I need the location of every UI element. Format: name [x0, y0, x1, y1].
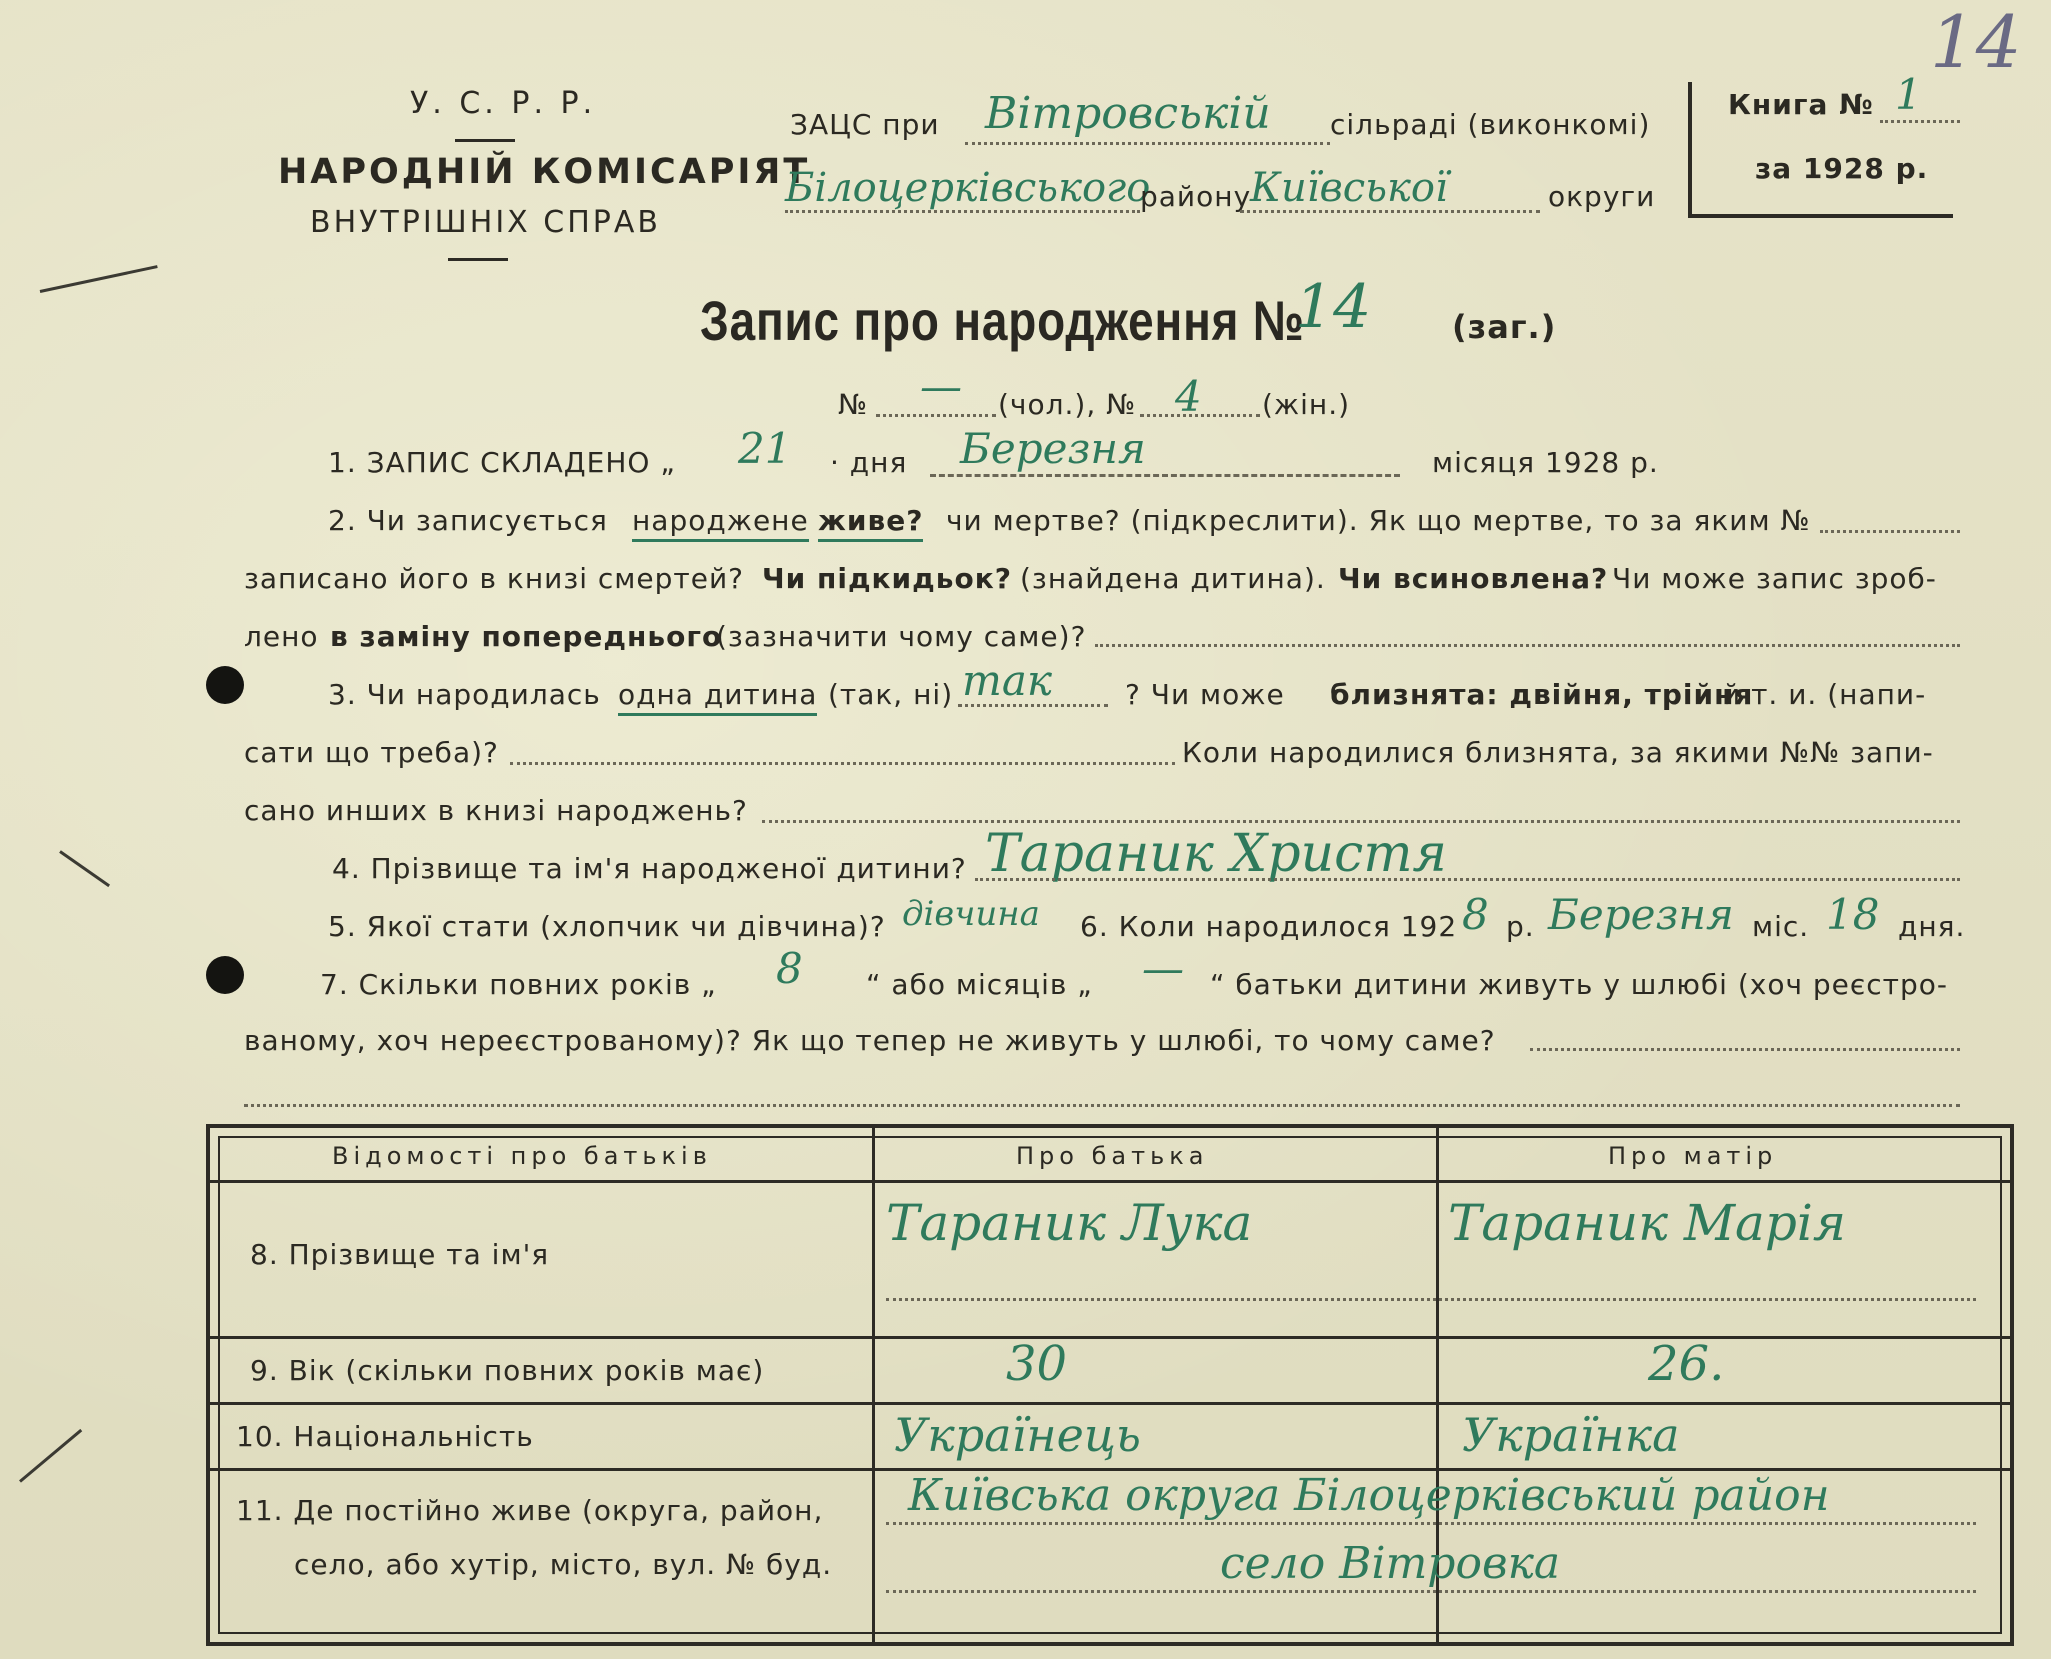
q3-line1-a: 3. Чи народилась [328, 678, 601, 711]
row-residence-label-1: 11. Де постійно живе (округа, район, [236, 1494, 824, 1527]
q3-line1-c: (так, ні) [828, 678, 954, 711]
q2-reason-line [1095, 644, 1960, 647]
q6-day-value: 18 [1826, 890, 1880, 939]
q5-label: 5. Якої стати (хлопчик чи дівчина)? [328, 910, 886, 943]
female-number-value: 4 [1175, 372, 1202, 421]
q5-sex-value: дівчина [902, 894, 1040, 934]
q7-years-value: 8 [776, 944, 803, 993]
residence-line1-value: Київська округа Білоцерківський район [908, 1470, 1830, 1521]
q3-line1-f: й т. и. (напи- [1722, 678, 1927, 711]
residence-line2-value: село Вітровка [1220, 1538, 1561, 1589]
q1-day-value: 21 [738, 424, 792, 473]
tear-mark [40, 265, 158, 293]
q7-months-value: — [1142, 944, 1184, 993]
q3-line2-b: Коли народилися близнята, за якими №№ запи- [1182, 736, 1934, 769]
row-name-label: 8. Прізвище та ім'я [250, 1238, 550, 1271]
q2-line3-a: лено [244, 620, 319, 653]
male-number-line [876, 414, 996, 417]
q2-death-record-line [1820, 530, 1960, 533]
record-title: Запис про народження № [700, 289, 1305, 352]
district-value: Білоцерківського [785, 165, 1151, 211]
book-number-value: 1 [1895, 70, 1922, 119]
book-number-line [1880, 120, 1960, 123]
residence-line2 [886, 1590, 1976, 1593]
district-label: району [1140, 180, 1252, 213]
q6-year-suffix: р. [1506, 910, 1535, 943]
punch-hole-bottom [206, 956, 244, 994]
q3-twins-line [510, 762, 1175, 765]
row-residence-label-2: село, або хутір, місто, вул. № буд. [294, 1548, 833, 1581]
q6-month-value: Березня [1548, 890, 1734, 939]
okruha-label: округи [1548, 180, 1656, 213]
q3-single-child-underlined: одна дитина [618, 678, 817, 716]
commissariat-subtitle: ВНУТРІШНІХ СПРАВ [310, 205, 661, 240]
village-council-line [965, 142, 1330, 145]
okruha-line [1240, 210, 1540, 213]
q3-line1-d: ? Чи може [1125, 678, 1285, 711]
q6-label: 6. Коли народилося 192 [1080, 910, 1458, 943]
table-header-parents: Відомості про батьків [332, 1142, 712, 1170]
q3-other-records-line [762, 820, 1960, 823]
q3-line2-a: сати що треба)? [244, 736, 499, 769]
q7-line1-c: “ батьки дитини живуть у шлюбі (хоч реєстро- [1210, 968, 1948, 1001]
republic-label: У. С. Р. Р. [410, 86, 597, 121]
zacs-suffix: сільраді (виконкомі) [1330, 108, 1651, 141]
q3-twins: близнята: двійня, трійня [1330, 678, 1754, 711]
mother-age-value: 26. [1648, 1336, 1725, 1392]
q3-line3-a: сано инших в книзі народжень? [244, 794, 748, 827]
q2-adopted: Чи всиновлена? [1338, 562, 1609, 595]
q2-alive-underlined: живе? [818, 504, 923, 542]
mother-nationality-value: Українка [1462, 1408, 1680, 1462]
q4-label: 4. Прізвище та ім'я народженої дитини? [332, 852, 967, 885]
book-label: Книга № [1728, 88, 1874, 121]
parents-table [206, 1124, 2014, 1646]
punch-hole-top [206, 666, 244, 704]
q7-line1-a: 7. Скільки повних років „ [320, 968, 717, 1001]
q2-line3-c: (зазначити чому саме)? [716, 620, 1087, 653]
q2-line1-a: 2. Чи записується [328, 504, 608, 537]
father-name-value: Тараник Лука [886, 1194, 1253, 1252]
book-year: за 1928 р. [1755, 152, 1929, 185]
tear-mark [59, 850, 110, 887]
divider [455, 139, 515, 142]
district-line [785, 210, 1140, 213]
q2-line1-d: чи мертве? (підкреслити). Як що мертве, то за яким № [946, 504, 1811, 537]
q2-born-underlined: народжене [632, 504, 809, 542]
name-second-line [886, 1298, 1976, 1301]
q7-line2-a: ваному, хоч нереєстрованому)? Як що тепер не живуть у шлюбі, то чому саме? [244, 1024, 1496, 1057]
table-row-divider [210, 1180, 2010, 1183]
table-row-divider [210, 1402, 2010, 1405]
book-box-left-border [1688, 82, 1692, 214]
q1-month-line [930, 474, 1400, 477]
q1-suffix: місяця 1928 р. [1432, 446, 1659, 479]
q2-line2-c: (знайдена дитина). [1020, 562, 1326, 595]
q1-prefix: 1. ЗАПИС СКЛАДЕНО „ [328, 446, 676, 479]
village-council-value: Вітровській [985, 88, 1271, 139]
q2-replacement: в заміну попереднього [330, 620, 723, 653]
q4-child-name-line [975, 878, 1960, 881]
table-col-divider [872, 1128, 875, 1642]
mother-name-value: Тараник Марія [1448, 1194, 1846, 1252]
q2-line2-e: Чи може запис зроб- [1612, 562, 1937, 595]
divider [448, 258, 508, 261]
okruha-value: Київської [1250, 165, 1448, 211]
q6-year-digit-value: 8 [1462, 890, 1489, 939]
record-number-value: 14 [1295, 272, 1372, 342]
father-age-value: 30 [1006, 1336, 1068, 1392]
q2-foundling: Чи підкидьок? [762, 562, 1012, 595]
male-number-value: — [920, 362, 962, 411]
q1-day-label: · дня [830, 446, 908, 479]
q3-answer-value: так [962, 656, 1052, 705]
female-number-label: (жін.) [1262, 388, 1351, 421]
table-header-mother: Про матір [1608, 1142, 1778, 1170]
tear-mark [19, 1429, 82, 1483]
q3-answer-line [958, 704, 1108, 707]
record-general-suffix: (заг.) [1452, 308, 1557, 346]
zacs-prefix: ЗАЦС при [790, 108, 940, 141]
q7-reason-line [1530, 1048, 1960, 1051]
row-age-label: 9. Вік (скільки повних років має) [250, 1354, 765, 1387]
q6-day-label: дня. [1898, 910, 1966, 943]
q1-month-value: Березня [960, 424, 1146, 473]
father-nationality-value: Українець [894, 1408, 1141, 1462]
male-number-label: (чол.), № [998, 388, 1137, 421]
q7-extra-line [244, 1104, 1960, 1107]
female-number-line [1140, 414, 1260, 417]
q6-month-label: міс. [1752, 910, 1810, 943]
residence-line1 [886, 1522, 1976, 1525]
sub-number-prefix: № [838, 388, 869, 421]
q7-line1-b: “ або місяців „ [866, 968, 1093, 1001]
table-row-divider [210, 1336, 2010, 1339]
table-header-father: Про батька [1016, 1142, 1209, 1170]
page-corner-number: 14 [1930, 0, 2022, 84]
book-box-bottom-border [1688, 214, 1953, 218]
row-nationality-label: 10. Національність [236, 1420, 534, 1453]
commissariat-title: НАРОДНІЙ КОМІСАРІЯТ [278, 152, 811, 192]
q4-child-name-value: Тараник Христя [985, 824, 1447, 884]
q2-line2-a: записано його в книзі смертей? [244, 562, 745, 595]
